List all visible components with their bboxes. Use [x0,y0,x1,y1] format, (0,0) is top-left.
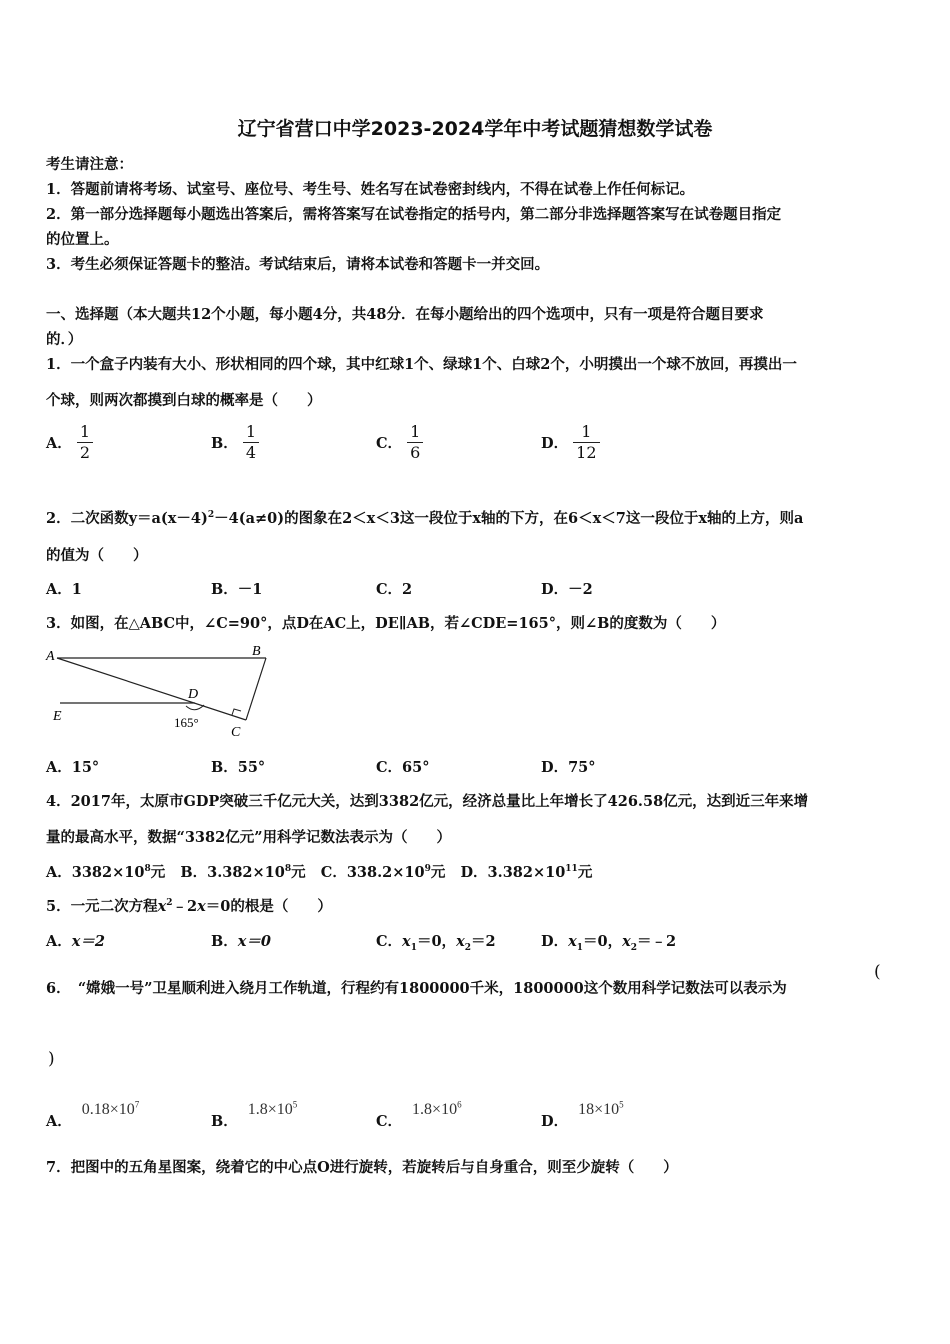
notice-item-2-cont: 的位置上。 [46,231,119,248]
exponent: 7 [134,1099,140,1110]
q4-options-row [46,861,592,882]
subscript: 2 [464,942,471,953]
question-4-text: 4．2017年，太原市GDP突破三千亿元大关，达到3382亿元，经济总量比上年增长了426.58亿元，达到近三年来增 [46,793,809,810]
option-label: B． [211,1113,238,1130]
sci-base: 1.8×10 [412,1101,458,1118]
option-label: C． [376,933,403,950]
exponent: 2 [166,898,173,909]
q5-text-part: ﹣2 [172,898,198,915]
label-b: B [252,644,261,659]
option-text: A．3382×10 [46,864,145,881]
subscript: 1 [410,942,417,953]
q5-option-d[interactable] [541,930,676,953]
q1-option-a[interactable] [46,422,93,463]
label-e: E [53,709,62,724]
subscript: 1 [576,942,583,953]
option-text: B．3.382×10 [180,864,285,881]
q2-text-part: 2．二次函数y＝a(x－4) [46,510,208,527]
q4-option-b[interactable] [180,864,305,881]
q5-option-b[interactable] [211,930,271,951]
q5-option-c[interactable] [376,930,496,953]
close-paren: ) [48,1049,55,1069]
denominator: 2 [79,443,91,462]
option-body: x＝0 [237,933,271,950]
variable: x [456,933,465,950]
q4-option-c[interactable] [321,864,446,881]
segment-bc [246,658,266,720]
q2-option-d[interactable]: D．－2 [541,581,593,598]
question-1-text: 1．一个盒子内装有大小、形状相同的四个球，其中红球1个、绿球1个、白球2个，小明摸出一个球不放回，再摸出一 [46,356,797,373]
question-2-text-cont: 的值为（ ） [46,547,148,564]
exponent: 9 [424,864,431,875]
label-d: D [188,687,199,702]
numerator: 1 [77,422,93,443]
notice-item-3: 3．考生必须保证答题卡的整洁。考试结束后，请将本试卷和答题卡一并交回。 [46,256,550,273]
q5-text-part: ＝0的根是（ ） [205,898,332,915]
segment-ac [57,658,246,720]
exponent: 5 [619,1099,624,1110]
notice-item-2: 2．第一部分选择题每小题选出答案后，需将答案写在试卷指定的括号内，第二部分非选择题答案写在试卷题目指定 [46,206,782,223]
q3-option-d[interactable]: D．75° [541,759,596,776]
q6-option-d[interactable] [541,1098,624,1130]
notice-item-1: 1．答题前请将考场、试室号、座位号、考生号、姓名写在试卷密封线内，不得在试卷上作任何标记。 [46,181,695,198]
exponent: 5 [292,1099,298,1110]
fraction [573,422,599,463]
q3-option-b[interactable]: B．55° [211,759,266,776]
option-value [412,1101,462,1118]
subscript: 2 [630,942,638,953]
option-label: C． [376,435,403,452]
q1-option-d[interactable] [541,422,600,463]
option-label: B． [211,435,238,452]
exponent: 6 [457,1099,462,1110]
right-angle-mark [232,709,241,715]
denominator: 12 [576,443,597,462]
option-value [578,1101,624,1118]
question-4-text-cont: 量的最高水平，数据“3382亿元”用科学记数法表示为（ ） [46,829,452,846]
option-label: D． [541,1113,569,1130]
triangle-figure [40,640,280,742]
option-label: A． [46,435,72,452]
sci-base: 1.8×10 [247,1101,293,1118]
q6-option-c[interactable] [376,1098,462,1130]
option-value: ＝﹣2 [637,933,677,950]
q3-option-c[interactable]: C．65° [376,759,430,776]
denominator: 4 [245,443,257,462]
option-label: D． [541,435,569,452]
angle-label: 165° [174,715,199,730]
exponent: 8 [284,864,292,875]
question-7-text: 7．把图中的五角星图案，绕着它的中心点O进行旋转，若旋转后与自身重合，则至少旋转（ ） [46,1159,678,1176]
sci-base: 18×10 [578,1101,620,1118]
q6-option-a[interactable] [46,1098,140,1130]
option-text: D．3.382×10 [460,864,566,881]
variable: x [402,933,411,950]
q4-option-a[interactable] [46,864,165,881]
option-label: D． [541,933,569,950]
variable: x [622,933,631,950]
q1-option-c[interactable] [376,422,423,463]
question-3-text: 3．如图，在△ABC中，∠C=90°，点D在AC上，DE∥AB，若∠CDE=165°，则∠B的度数为（ ） [46,615,726,632]
page-title: 辽宁省营口中学2023-2024学年中考试题猜想数学试卷 [237,118,713,140]
denominator: 6 [410,443,421,462]
exponent: 11 [565,864,578,875]
variable: x [568,933,577,950]
option-value: ＝2 [470,933,496,950]
q5-text-part: 5．一元二次方程 [46,898,158,915]
numerator: 1 [573,422,599,443]
exponent: 2 [207,510,215,521]
option-value [248,1101,298,1118]
option-label: A． [46,933,72,950]
unit: 元 [430,864,446,881]
question-2-text [46,507,803,528]
notice-heading: 考生请注意： [46,156,133,173]
question-6-text: 6． “嫦娥一号”卫星顺利进入绕月工作轨道，行程约有1800000千米，1800000这个数用科学记数法可以表示为 [46,980,787,997]
fraction [77,422,93,463]
q1-option-b[interactable] [211,422,259,463]
question-1-text-cont: 个球，则两次都摸到白球的概率是（ ） [46,392,322,409]
unit: 元 [291,864,306,881]
option-value: ＝0， [416,933,457,950]
variable: x [157,898,167,915]
variable: x [197,898,206,915]
section-heading: 一、选择题（本大题共12个小题，每小题4分，共48分．在每小题给出的四个选项中，只有一项是符合题目要求 [46,306,764,323]
sci-base: 0.18×10 [81,1101,135,1118]
q3-option-a[interactable]: A．15° [46,759,100,776]
label-c: C [231,725,241,740]
q2-option-a[interactable]: A．1 [46,581,82,598]
option-label: C． [376,1113,403,1130]
unit: 元 [150,864,166,881]
option-label: A． [46,1113,72,1130]
numerator: 1 [407,422,423,443]
q2-option-c[interactable]: C．2 [376,581,413,598]
question-5-text [46,895,332,916]
q6-option-b[interactable] [211,1098,298,1130]
option-value: ＝0， [583,933,623,950]
label-a: A [46,649,55,664]
open-paren: ( [874,962,881,982]
option-text: C．338.2×10 [320,864,425,881]
fraction [407,422,423,463]
unit: 元 [577,864,593,881]
option-label: B． [211,933,238,950]
fraction [243,422,259,463]
q2-text-part: －4(a≠0)的图象在2＜x＜3这一段位于x轴的下方，在6＜x＜7这一段位于x轴的上方，则a [214,510,804,527]
q4-option-d[interactable] [460,864,592,881]
q5-option-a[interactable] [46,930,105,951]
q2-option-b[interactable]: B．－1 [211,581,263,598]
exponent: 8 [144,864,151,875]
numerator: 1 [243,422,259,443]
option-body: x＝2 [71,933,105,950]
section-heading-cont: 的．） [46,331,83,348]
option-value [82,1101,140,1118]
